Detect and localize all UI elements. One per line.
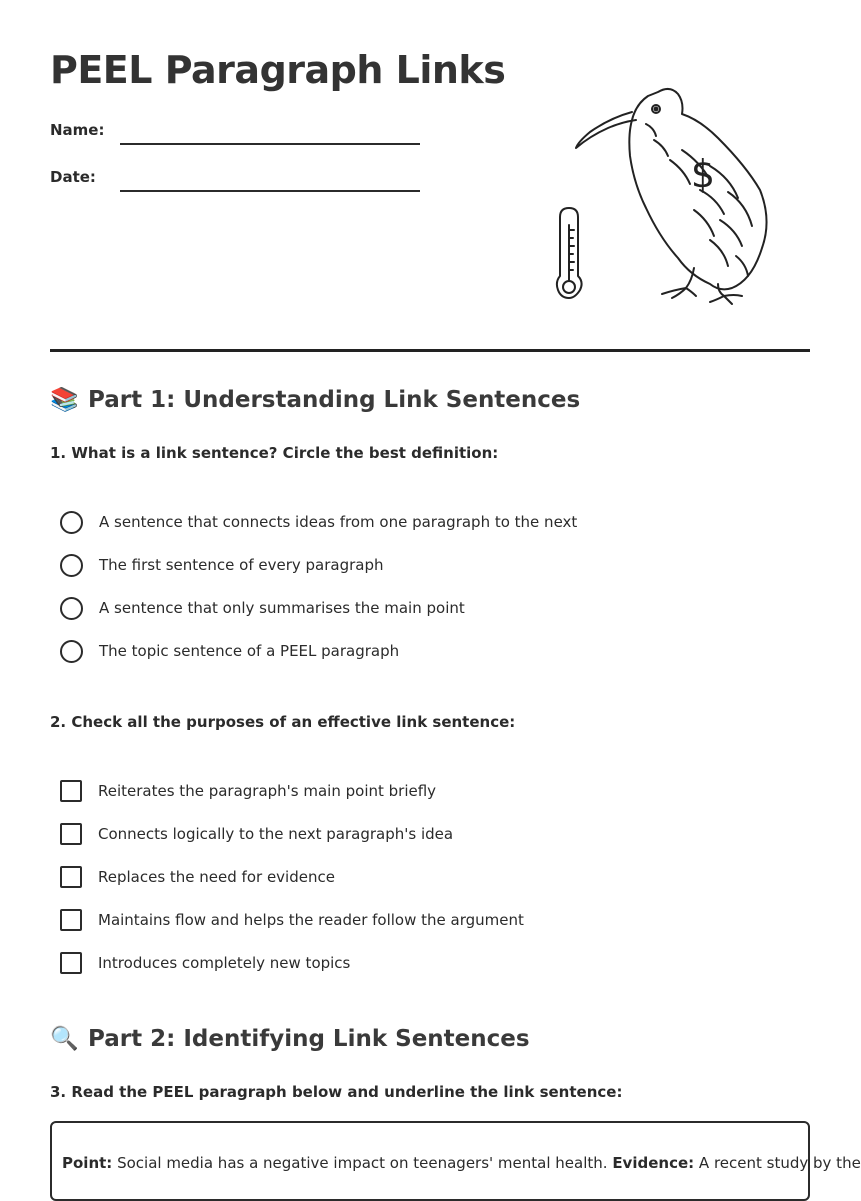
name-field <box>50 121 420 151</box>
q1-option-2[interactable] <box>60 552 384 578</box>
part1-title-text: Part 1: Understanding Link Sentences <box>88 387 581 413</box>
question-1-prompt: 1. What is a link sentence? Circle the best definition: <box>50 444 499 462</box>
q2-option-2-checkbox[interactable] <box>60 823 82 845</box>
q2-option-1-label: Reiterates the paragraph's main point briefly <box>98 782 437 800</box>
q2-option-1-checkbox[interactable] <box>60 780 82 802</box>
dollar-sign-icon: $ <box>690 152 716 196</box>
part1-title <box>50 386 580 413</box>
kiwi-bird-icon <box>550 80 780 305</box>
magnifier-icon: 🔍 <box>50 1026 79 1052</box>
q2-option-1[interactable] <box>60 778 436 804</box>
name-label: Name: <box>50 121 105 139</box>
part2-title <box>50 1025 530 1052</box>
date-field <box>50 168 420 198</box>
q1-option-4[interactable] <box>60 638 399 664</box>
books-icon: 📚 <box>50 387 79 413</box>
question-2-prompt: 2. Check all the purposes of an effective link sentence: <box>50 713 516 731</box>
header-divider <box>50 349 810 352</box>
q2-option-5-label: Introduces completely new topics <box>98 954 351 972</box>
q2-option-3-label: Replaces the need for evidence <box>98 868 335 886</box>
q2-option-4[interactable] <box>60 907 524 933</box>
q1-option-3-label: A sentence that only summarises the main point <box>99 599 465 617</box>
q2-option-4-label: Maintains flow and helps the reader follow the argument <box>98 911 524 929</box>
q1-option-1[interactable] <box>60 509 577 535</box>
point-label: Point: <box>62 1154 113 1172</box>
q1-option-4-circle[interactable] <box>60 640 83 663</box>
q1-option-3-circle[interactable] <box>60 597 83 620</box>
q2-option-3[interactable] <box>60 864 335 890</box>
peel-paragraph-box <box>50 1121 861 1201</box>
q2-option-3-checkbox[interactable] <box>60 866 82 888</box>
date-label: Date: <box>50 168 96 186</box>
q1-option-3[interactable] <box>60 595 465 621</box>
kiwi-illustration <box>550 80 780 305</box>
page-title: PEEL Paragraph Links <box>50 48 506 92</box>
q2-option-5[interactable] <box>60 950 350 976</box>
q2-option-2-label: Connects logically to the next paragraph's idea <box>98 825 454 843</box>
q2-option-5-checkbox[interactable] <box>60 952 82 974</box>
date-write-line[interactable] <box>120 190 420 192</box>
part2-title-text: Part 2: Identifying Link Sentences <box>88 1026 530 1052</box>
q2-option-2[interactable] <box>60 821 453 847</box>
point-text: Social media has a negative impact on teenagers' mental health. <box>117 1154 608 1172</box>
question-3-prompt: 3. Read the PEEL paragraph below and underline the link sentence: <box>50 1083 623 1101</box>
evidence-label: Evidence: <box>612 1154 695 1172</box>
q1-option-2-circle[interactable] <box>60 554 83 577</box>
q1-option-4-label: The topic sentence of a PEEL paragraph <box>99 642 400 660</box>
q1-option-1-label: A sentence that connects ideas from one paragraph to the next <box>99 513 578 531</box>
q2-option-4-checkbox[interactable] <box>60 909 82 931</box>
thermometer-icon <box>557 208 582 298</box>
name-write-line[interactable] <box>120 143 420 145</box>
q1-option-2-label: The first sentence of every paragraph <box>99 556 384 574</box>
q1-option-1-circle[interactable] <box>60 511 83 534</box>
evidence-text: A recent study by the <box>698 1154 861 1172</box>
